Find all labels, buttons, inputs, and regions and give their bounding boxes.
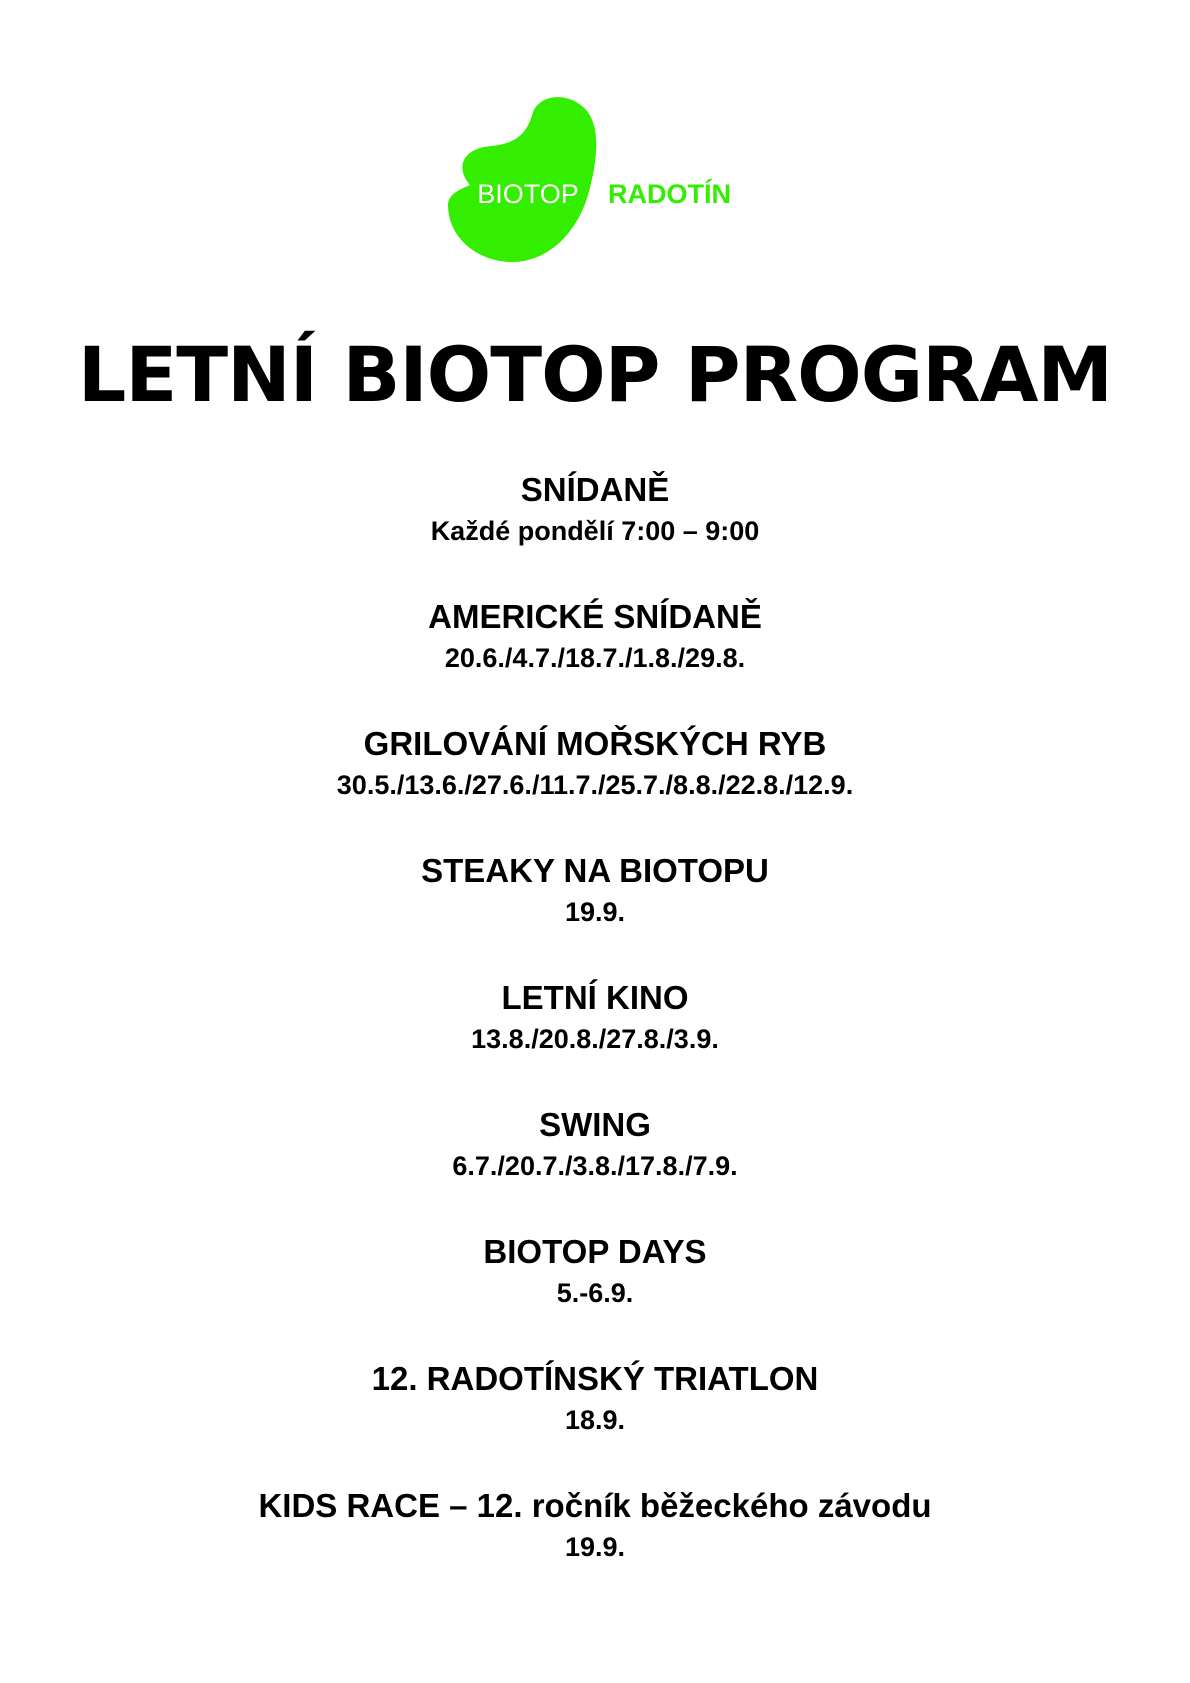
- event-name: SNÍDANĚ: [520, 471, 670, 508]
- biotop-logo: [0, 0, 1190, 270]
- event-date: 30.5./13.6./27.6./11.7./25.7./8.8./22.8./12.9.: [336, 770, 854, 800]
- event-date: Každé pondělí 7:00 – 9:00: [430, 516, 760, 546]
- logo-biotop-text: BIOTOP: [477, 179, 579, 209]
- event-name: 12. RADOTÍNSKÝ TRIATLON: [371, 1360, 819, 1397]
- event-date: 19.9.: [564, 1532, 626, 1562]
- event-item: [0, 595, 1190, 722]
- event-item: [0, 1357, 1190, 1484]
- event-item: [0, 1484, 1190, 1611]
- event-item: [0, 722, 1190, 849]
- event-name: LETNÍ KINO: [501, 979, 689, 1016]
- event-name: GRILOVÁNÍ MOŘSKÝCH RYB: [363, 725, 827, 762]
- event-date: 18.9.: [564, 1405, 626, 1435]
- event-item: [0, 468, 1190, 595]
- event-item: [0, 849, 1190, 976]
- event-name: BIOTOP DAYS: [483, 1233, 707, 1270]
- logo-radotin-text: RADOTÍN: [608, 179, 731, 209]
- event-name: KIDS RACE – 12. ročník běžeckého závodu: [258, 1487, 932, 1524]
- event-name: STEAKY NA BIOTOPU: [421, 852, 769, 889]
- page-title: LETNÍ BIOTOP PROGRAM: [77, 330, 1113, 419]
- event-name: AMERICKÉ SNÍDANĚ: [428, 598, 762, 635]
- event-item: [0, 1103, 1190, 1230]
- logo-blob-icon: [0, 0, 1190, 270]
- event-item: [0, 1230, 1190, 1357]
- event-list: [0, 468, 1190, 1611]
- event-item: [0, 976, 1190, 1103]
- event-name: SWING: [539, 1106, 651, 1143]
- event-date: 5.-6.9.: [556, 1278, 634, 1308]
- event-date: 6.7./20.7./3.8./17.8./7.9.: [452, 1151, 738, 1181]
- event-date: 20.6./4.7./18.7./1.8./29.8.: [444, 643, 746, 673]
- event-date: 19.9.: [564, 897, 626, 927]
- event-date: 13.8./20.8./27.8./3.9.: [471, 1024, 719, 1054]
